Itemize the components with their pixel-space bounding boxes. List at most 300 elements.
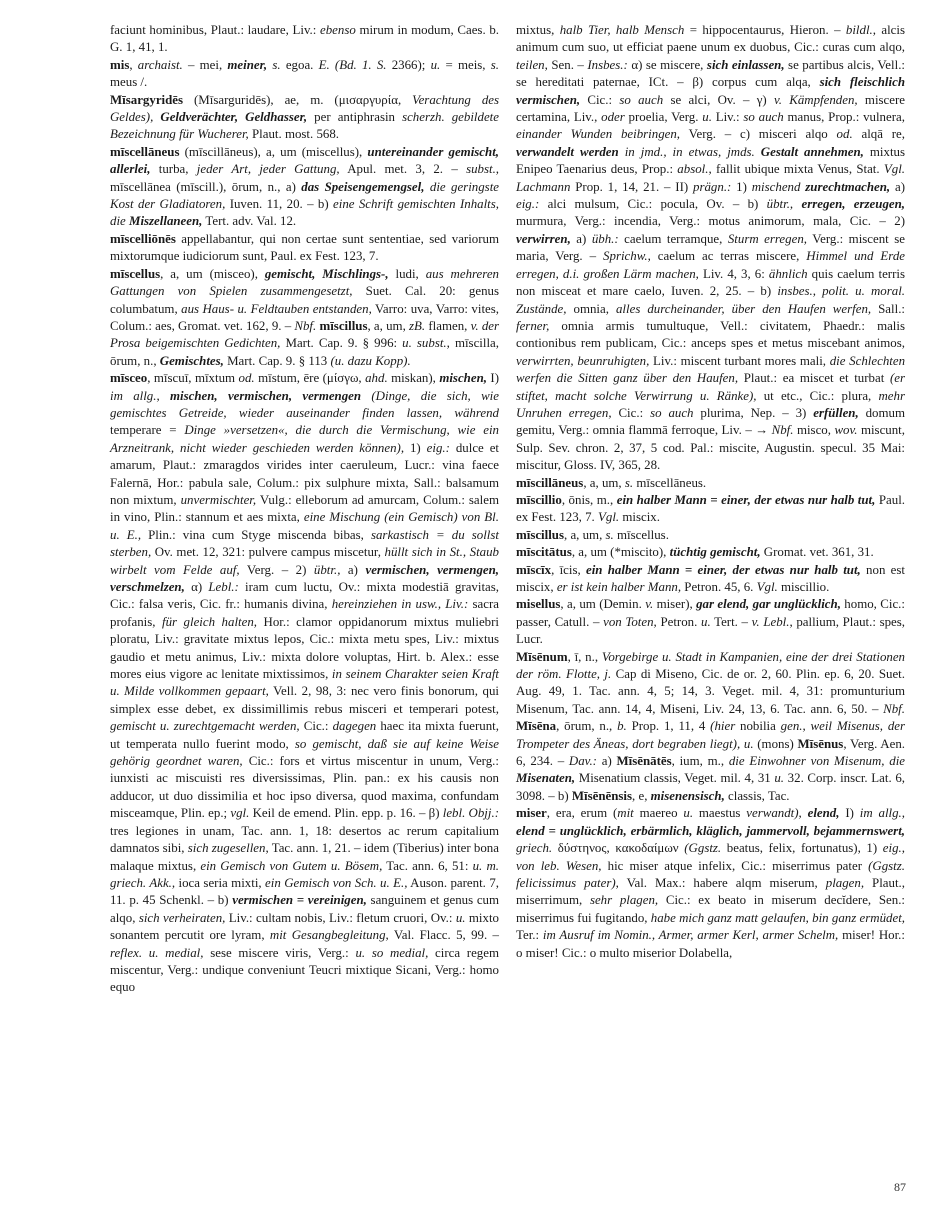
entry-text: unvermischter, <box>180 492 257 507</box>
entry-text: Cic.: <box>299 719 333 734</box>
entry-text: mīstum, ēre (μίσγω, <box>254 371 366 386</box>
entry-text <box>160 389 170 403</box>
dictionary-entry <box>110 231 499 266</box>
entry-headword: mīscīx <box>516 562 552 577</box>
entry-text: oder <box>601 110 625 125</box>
entry-text: Gemischtes, <box>159 353 224 368</box>
entry-text: gemischt, Mischlings-, <box>264 266 389 281</box>
entry-text: so gemischt, daß sie auf keine Weise gehörig geordnet waren, <box>110 736 499 769</box>
entry-text: reflex. u. medial, <box>110 945 204 960</box>
entry-text: (Ggstz. <box>684 841 722 856</box>
entry-text: a) <box>890 179 905 194</box>
entry-text: Tac. ann. 6, 51: <box>382 858 473 873</box>
entry-text: ferner, <box>516 318 550 333</box>
entry-text: mischend <box>751 179 801 194</box>
entry-text: Cic.: <box>611 405 651 420</box>
entry-text: Auson. parent. 7, 11. p. 45 Schenkl. – b) <box>110 875 499 908</box>
entry-text: murmura, Verg.: incendia, Verg.: motus animorum, mala, Cic. – 2) <box>516 214 905 229</box>
entry-text: absol., <box>677 162 712 177</box>
entry-text: , era, erum ( <box>546 806 618 821</box>
entry-headword: Mīsēna <box>516 719 557 734</box>
dictionary-entry <box>516 805 905 962</box>
entry-text: (mons) <box>753 736 798 751</box>
entry-headword: Mīsēnus <box>797 736 844 751</box>
entry-headword: mīscillio <box>516 492 562 507</box>
entry-text: halb Tier, halb Mensch <box>559 23 685 37</box>
entry-text: , ōnis, m., <box>561 492 617 507</box>
entry-text: Vgl. <box>756 580 778 594</box>
entry-text: = hippocentaurus, Hieron. – <box>684 23 846 37</box>
entry-text: Petron. <box>656 614 701 629</box>
entry-text: I) <box>839 806 860 821</box>
dictionary-entry <box>516 544 905 561</box>
entry-headword: mīscillus <box>319 318 368 333</box>
entry-text: maereo <box>633 806 684 821</box>
entry-text: verwandelt werden <box>516 144 619 159</box>
entry-text: dagegen <box>332 719 377 734</box>
entry-text: Miszellaneen, <box>128 214 203 229</box>
entry-text: , mīscuī, mīxtum <box>147 371 239 386</box>
entry-text: sehr plagen, <box>589 893 659 908</box>
entry-text: (mīscillāneus), a, um (miscellus), <box>179 144 368 159</box>
entry-text: Varro: uva, Varro: vites, Colum.: aes, Gromat. vet. 162, 9. – <box>110 301 499 333</box>
entry-text: – mei, <box>182 57 228 72</box>
entry-text: vgl. <box>230 806 250 821</box>
entry-text: v. Lebl., <box>751 614 793 629</box>
entry-text: flamen, <box>425 318 471 333</box>
entry-text: Liv.: cultam nobis, Liv.: fletum cruori, Ov.: <box>225 910 456 925</box>
entry-text: in jmd., in etwas, jmds. <box>624 144 755 159</box>
entry-text: jeder Art, jeder Gattung, <box>196 162 340 177</box>
entry-text: die Einwohner von Misenum, die <box>728 754 905 769</box>
entry-text: Liv. 4, 3, 6: <box>698 266 769 281</box>
entry-text: Hor.: clamor oppidanorum mixtus muliebri ploratu, Liv.: gravitate mixtus lepos, Cic.: mixta metu spes, Liv.: mixtus gaudio et metu animus, Liv.: mixta dolore voluptas, Hirt. b. Alex.: esse mores eius vigore ac lenitate mixtissimos, <box>110 614 499 682</box>
entry-text: zB. <box>409 318 426 333</box>
dictionary-entry <box>516 475 905 492</box>
entry-text: turba, <box>150 162 197 177</box>
entry-text: die Schlechten werfen die Sitten ganz über den Haufen, <box>516 353 906 386</box>
entry-text: Gestalt annehmen, <box>760 144 864 159</box>
entry-text: , e, <box>632 788 651 803</box>
entry-text: ioca seria mixti, <box>175 875 266 890</box>
entry-text: lebl. Objj.: <box>442 806 499 821</box>
dictionary-entry <box>516 596 905 648</box>
entry-text: Petron. 45, 6. <box>681 580 757 594</box>
entry-text: alcis animum cum suo, ut efficiat paene unum ex duobus, Cic.: curas cum alqo, <box>516 23 905 55</box>
entry-text: Nbf. <box>294 318 317 333</box>
entry-text: das Speisengemengsel, <box>301 179 425 194</box>
dictionary-entry <box>110 22 499 57</box>
entry-text: , a, um, <box>564 527 606 542</box>
entry-text: u. subst., <box>402 336 450 351</box>
entry-text: Sprichw., <box>603 249 651 264</box>
entry-text: alqā re, <box>852 127 905 142</box>
entry-text: proelia, Verg. <box>624 110 703 125</box>
entry-text: (Ggstz. felicissimus pater), <box>516 858 905 890</box>
entry-text: tüchtig gemischt, <box>669 545 761 560</box>
entry-text: ein halber Mann = einer, der etwas nur halb tut, <box>616 492 876 507</box>
entry-text: , Verg. Aen. 6, 234. – <box>516 736 905 769</box>
entry-headword: mīscillāneus <box>516 475 584 490</box>
entry-text: mixto sonantem percutit ore lyram, <box>110 910 499 943</box>
entry-text: v. <box>645 597 654 612</box>
entry-text: pallium, Plaut.: spes, Lucr. <box>516 614 906 647</box>
entry-text: Sen. – <box>547 57 588 72</box>
entry-text: in seinem Charakter seien Kraft u. Milde vollkommen gepaart, <box>110 667 499 699</box>
entry-text: Ov. met. 12, 321: pulvere campus miscetur, <box>151 545 385 560</box>
dictionary-entry <box>110 144 499 231</box>
entry-text: hereinziehen in usw., Liv.: <box>331 597 469 612</box>
entry-text: Vell. 2, 98, 3: nec vero finis bonorum, qui simplex esse debet, ex dissimillimis rebus misceri et temperari potest, <box>110 684 499 716</box>
entry-text: im allg., <box>859 806 905 821</box>
entry-text: Tert. adv. Val. 12. <box>202 214 297 229</box>
entry-headword: Mīsēnēnsis <box>571 788 633 803</box>
dictionary-entry <box>110 370 499 997</box>
entry-text: eine Mischung (ein Gemisch) von Bl. u. E., <box>110 510 499 542</box>
entry-text: Vgl. <box>598 510 620 525</box>
entry-text: von Toten, <box>603 614 657 629</box>
entry-text: circa regem miscentur, Verg.: undique conveniunt Teucri mixtique Sicani, Verg.: homo equo <box>110 945 499 995</box>
entry-text: I) <box>486 371 500 386</box>
entry-text: hüllt sich in St., Staub wirbelt vom Felde auf, <box>110 545 499 577</box>
entry-headword: mis <box>110 57 130 72</box>
entry-text: sarkastisch = du sollst sterben, <box>110 527 499 560</box>
entry-text: se partibus alcis, Vell.: se hereditati paternae, ICt. – β) corpus cum alqa, <box>516 57 905 90</box>
entry-text: Val. Max.: habere alqm miserum, <box>618 875 826 890</box>
entry-text: insbes., polit. u. moral. Zustände, <box>516 284 906 316</box>
entry-text: Cic.: fors et virtus miscentur in unum, Verg.: iunxisti ac miscuisti res diversissimas, Plin. pan.: ex his causis non adducor, ut duo dissimilia et hoc ipso diversa, quod maxima, confundam misceamque, Plin. ep.; <box>110 754 499 821</box>
entry-text: , ī, n., <box>567 649 602 664</box>
entry-headword: miser <box>516 806 547 821</box>
entry-text: einander Wunden beibringen, <box>516 127 681 142</box>
entry-text: er ist kein halber Mann, <box>556 580 682 594</box>
entry-text: übtr., <box>766 197 794 212</box>
entry-text: Sall.: <box>871 301 905 316</box>
entry-text: elend, <box>807 806 840 821</box>
entry-text: ahd. <box>365 371 388 386</box>
entry-text: tres legiones in unam, Tac. ann. 1, 18: desertos ac rerum capitalium damnatos sibi, <box>110 823 499 856</box>
dictionary-entry <box>110 266 499 370</box>
entry-text: Verg. – c) misceri alqo <box>680 127 837 142</box>
entry-text: Gromat. vet. 361, 31. <box>760 545 874 560</box>
entry-text: Dinge »versetzen«, die durch die Vermischung, wie ein Arzneitrank, nicht wieder geschieden werden können), <box>110 423 499 455</box>
entry-text: mit <box>617 806 634 821</box>
entry-text: ein Gemisch von Sch. u. E., <box>265 875 408 890</box>
entry-text: vermischen, vermengen, verschmelzen, <box>110 562 500 594</box>
entry-text: , a, um (*miscito), <box>571 545 670 560</box>
entry-text: b. <box>617 719 627 734</box>
entry-text: verwirrten, beunruhigten, <box>516 353 650 368</box>
entry-text: Keil de emend. Plin. epp. p. 16. – β) <box>249 806 443 821</box>
entry-text: im Ausruf im Nomin., Armer, armer Kerl, armer Schelm, <box>542 928 839 943</box>
entry-text: beatus, felix, fortunatus), 1) <box>721 841 883 856</box>
entry-text: Suet. Cal. 20: genus columbatum, <box>110 284 499 316</box>
entry-text: dulce et amarum, Plaut.: zmaragdos virides inter caeruleum, Lucr.: vina faece Falernā, Hor.: pabula sale, Colum.: pix sulphure mixta, Sall.: balsamum non mixtum, <box>110 440 499 507</box>
entry-text: sese miscere viris, Verg.: <box>203 945 356 960</box>
entry-text: (u. dazu Kopp). <box>330 353 411 368</box>
entry-text: misco, <box>793 423 835 438</box>
entry-text: s. <box>605 527 614 542</box>
dictionary-entry <box>110 57 499 92</box>
entry-text: mehr Unruhen erregen, <box>516 388 905 420</box>
entry-text: sich einlassen, <box>706 57 785 72</box>
entry-text: u. <box>430 57 441 72</box>
entry-headword: mīscitātus <box>516 545 572 560</box>
entry-text: wov. <box>834 423 858 438</box>
entry-text: so auch <box>619 92 664 107</box>
entry-text: 1) <box>404 440 427 455</box>
entry-text: prägn.: <box>693 179 732 194</box>
page-number: 87 <box>894 1180 906 1194</box>
entry-text: miscunt, Sulp. Sev. chron. 2, 37, 5 cod. Pal.: miscite, Augustin. specul. 35 Mai: miscitur, Gloss. IV, 365, 28. <box>516 423 905 473</box>
entry-text: u. <box>683 806 694 821</box>
entry-text: plagen, <box>825 875 865 890</box>
entry-text: Verg.: miscent se maria, Verg. – <box>516 231 906 264</box>
entry-headword: Mīsargyridēs <box>110 92 184 107</box>
entry-text: Iuven. 11, 20. – b) <box>225 197 334 212</box>
entry-text: miser! Hor.: o miser! Cic.: o multo miserior Dolabella, <box>516 928 905 960</box>
entry-text: Prop. 1, 11, 4 <box>626 719 711 734</box>
entry-text: erfüllen, <box>813 405 859 420</box>
entry-text: teilen, <box>516 57 548 72</box>
entry-text: zurechtmachen, <box>805 179 891 194</box>
entry-text: temperare = <box>110 423 185 438</box>
entry-text: classis, Tac. <box>724 788 790 803</box>
entry-text: (Mīsarguridēs), ae, m. (μισαργυρία, <box>183 92 413 107</box>
entry-text: mischen, <box>439 371 487 386</box>
entry-text: , a, um (misceo), <box>160 266 265 281</box>
entry-text: E. (Bd. 1. S. <box>318 57 387 72</box>
entry-text: v. der Prosa beigemischten Gedichten, <box>110 318 500 351</box>
entry-headword: mīscillus <box>516 527 564 542</box>
entry-text: Tac. ann. 1, 21. – idem (Tiberius) inter bona malaque mixtus, <box>110 841 499 873</box>
entry-text: meus /. <box>110 75 148 90</box>
entry-text: caelum ac terras miscere, <box>650 249 807 264</box>
entry-text: aus Haus- u. Feldtauben entstanden, <box>181 301 372 316</box>
entry-text: od. <box>836 127 853 142</box>
entry-text: a) <box>596 754 617 769</box>
entry-text: u. <box>702 110 712 125</box>
entry-text: , īcis, <box>551 562 586 577</box>
entry-headword: mīsceo <box>110 371 148 386</box>
entry-text: erregen, erzeugen, <box>801 197 906 212</box>
entry-text: alci mulsum, Cic.: pocula, Ov. – b) <box>539 197 767 212</box>
entry-text: scherzh. gebildete Bezeichnung für Wucherer, <box>110 110 499 142</box>
entry-text: Plaut. most. 568. <box>248 127 340 142</box>
left-column <box>110 22 499 997</box>
entry-text: , a, um, <box>583 475 625 490</box>
entry-text: bildl., <box>845 23 876 37</box>
entry-text <box>361 389 371 403</box>
entry-text: Liv.: <box>711 110 744 125</box>
entry-text: homo, Cic.: passer, Catull. – <box>516 597 905 629</box>
entry-text: caelum terramque, <box>618 231 728 246</box>
entry-text: sich zugesellen, <box>187 841 269 856</box>
entry-text: Lebl.: <box>208 580 239 594</box>
entry-text: Nbf. <box>771 423 794 438</box>
entry-text: maestus <box>693 806 747 821</box>
entry-text: fallit ubique mixta Venus, Stat. <box>711 162 884 177</box>
entry-text: Cic.: ex beato in miserum decĭdere, Sen.: miserrimus fui fugitando, <box>516 893 905 925</box>
entry-text: gar elend, gar unglücklich, <box>696 597 841 612</box>
dictionary-entry <box>516 527 905 544</box>
entry-text: so auch <box>650 405 694 420</box>
entry-text: Val. Flacc. 5, 99. – <box>388 928 500 943</box>
entry-text: vermischen = vereinigen, <box>232 893 367 908</box>
entry-text: a) <box>570 231 592 246</box>
dictionary-entry <box>516 22 905 475</box>
entry-text: Vgl. Lachmann <box>516 162 905 194</box>
entry-text: , ōrum, n., <box>556 719 618 734</box>
right-column <box>516 22 905 962</box>
entry-text: 1) <box>731 179 752 194</box>
entry-text: griech. <box>516 841 553 856</box>
entry-text: archaist. <box>137 57 183 72</box>
entry-text: Ter.: <box>516 928 543 943</box>
entry-text: egoa. <box>280 57 319 72</box>
entry-text: ein halber Mann = einer, der etwas nur halb tut, <box>586 562 861 577</box>
entry-text: miscix. <box>619 510 660 525</box>
entry-text: miscillio. <box>777 580 830 594</box>
entry-text: , <box>129 57 138 72</box>
entry-text: iram cum luctu, Ov.: mixta modestiā gravitas, Cic.: falsa veris, Cic. fr.: humanis divina, <box>110 580 499 612</box>
entry-text: non est miscix, <box>516 562 905 594</box>
entry-text: ludi, <box>388 266 426 281</box>
entry-headword: misellus <box>516 597 561 612</box>
entry-text: , a, um (Demin. <box>560 597 646 612</box>
entry-text: Geldverächter, Geldhasser, <box>160 110 308 125</box>
entry-text: miser), <box>653 597 697 612</box>
entry-text: ähnlich <box>768 266 808 281</box>
entry-headword: Mīsēnātēs <box>616 754 672 769</box>
entry-text: untereinander gemischt, allerlei, <box>110 144 499 177</box>
entry-text: so auch <box>743 110 784 125</box>
entry-text: ut etc., Cic.: plura, <box>756 388 879 403</box>
entry-text: mixtus Enipeo Taenarius deus, Prop.: <box>516 144 905 177</box>
entry-text: sacra profanis, <box>110 597 499 629</box>
entry-text: domum gemitu, Verg.: omnia flammā ferroque, Liv. – → <box>516 405 905 438</box>
entry-text: mīscellus. <box>613 527 669 542</box>
entry-text: eig.: <box>516 197 540 212</box>
entry-text: die geringste Kost der Gladiatoren, <box>110 179 499 212</box>
dictionary-entry <box>516 649 905 806</box>
entry-headword: mīscelliōnēs <box>110 231 176 246</box>
entry-text: meiner, <box>227 57 268 72</box>
entry-text: haec ita mixta fuerunt, ut temperata nullo fuerint modo, <box>110 719 499 751</box>
entry-text: miscere certamina, Liv., <box>516 92 906 125</box>
entry-text: ebenso <box>320 23 356 37</box>
entry-text: miskan), <box>387 371 440 386</box>
entry-text: sich fleischlich vermischen, <box>516 75 905 107</box>
entry-text: elend = unglücklich, erbärmlich, kläglich, jammervoll, bejammernswert, <box>516 823 905 838</box>
entry-text: Verachtung des Geldes), <box>110 92 499 125</box>
entry-text: δύστηνος, κακοδαίμων <box>552 841 685 856</box>
entry-headword: mīscellus <box>110 266 161 281</box>
entry-text: Mart. Cap. 9. § 113 <box>223 353 331 368</box>
entry-text: Plin.: vina cum Styge miscenda bibas, <box>141 527 371 542</box>
entry-text: s. <box>272 57 281 72</box>
entry-text: Liv.: miscent turbant mores mali, <box>649 353 830 368</box>
entry-headword: Mīsēnum <box>516 649 568 664</box>
entry-text: (er stiftet, macht solche Verwirrung u. Ränke), <box>516 371 905 403</box>
entry-text: Vorgebirge u. Stadt in Kampanien, eine der drei Stationen der röm. Flotte, j. <box>516 649 906 682</box>
entry-text: alles durcheinander, über den Haufen werfen, <box>615 301 872 316</box>
entry-text: Himmel und Erde erregen, d.i. großen Lärm machen, <box>516 249 905 281</box>
entry-text: appellabantur, qui non certae sunt sententiae, sed variorum mixtorumque iudiciorum sunt, Paul. ex Fest. 123, 7. <box>110 231 499 264</box>
entry-text: α) se miscere, <box>627 57 707 72</box>
entry-text: a) <box>340 562 366 577</box>
entry-text: od. <box>238 371 255 386</box>
entry-text: u. m. griech. Akk., <box>110 858 499 890</box>
entry-text: Cap di Miseno, Cic. de or. 2, 60. Plin. ep. 6, 20. Suet. Aug. 49, 1. Tac. ann. 4, 5; 14, 3. Veget. mil. 4, 31: promunturium Misenum, Tac. ann. 14, 4, Miseni, Liv. 24, 13, 6. Tac. ann. 6, 50. – <box>516 667 905 716</box>
entry-text: für gleich halten, <box>161 614 257 629</box>
entry-text: , a, um, <box>367 318 410 333</box>
entry-text: mīscellāneus. <box>633 475 707 490</box>
dictionary-entry <box>516 562 905 597</box>
entry-text: eig., von leb. Wesen, <box>516 841 905 873</box>
entry-text: faciunt hominibus, Plaut.: laudare, Liv.: <box>110 23 320 37</box>
entry-text: Misenatium classis, Veget. mil. 4, 31 <box>575 771 775 786</box>
entry-text: gemischt u. zurechtgemacht werden, <box>110 719 300 734</box>
entry-text: sanguinem et genus cum alqo, <box>110 893 500 925</box>
entry-text: verwirren, <box>516 231 571 246</box>
entry-text: (hier <box>710 719 736 734</box>
entry-text: nobilia <box>735 719 781 734</box>
dictionary-entry <box>110 92 499 144</box>
entry-text: gen., weil Misenus, der Trompeter des Äneas, dort begraben liegt), u. <box>516 719 906 751</box>
entry-text: mixtus, <box>516 23 560 37</box>
entry-text: 32. Corp. inscr. Lat. 6, 3098. – b) <box>516 771 905 803</box>
entry-text: , ium, m., <box>671 754 729 769</box>
entry-text: Plaut., miserrimum, <box>516 875 905 908</box>
entry-text: Dav.: <box>568 754 597 769</box>
entry-text: Apul. met. 3, 2. – <box>339 162 467 177</box>
entry-text: u. <box>774 771 785 786</box>
entry-text: omnia armis tumultuque, Vell.: civitatem, Phaedr.: malis contionibus rem publicam, Cic.: anceps spes et metus miscebant animos, <box>516 318 905 351</box>
entry-text: Prop. 1, 14, 21. – II) <box>570 179 694 194</box>
entry-text: u. <box>455 910 466 925</box>
entry-text: Tert. – <box>710 614 752 629</box>
entry-text: ein Gemisch von Gutem u. Bösem, <box>200 858 383 873</box>
entry-text: u. so medial, <box>355 945 429 960</box>
entry-text: hic miser atque infelix, Cic.: miserrimus pater <box>601 858 869 873</box>
entry-text: Insbes.: <box>587 57 628 72</box>
entry-text: 2366); <box>386 57 431 72</box>
entry-text: eine Schrift gemischten Inhalts, die <box>110 197 499 229</box>
entry-text: Cic.: <box>580 92 620 107</box>
entry-text: Nbf. <box>883 701 905 716</box>
entry-text: mīscilla, ōrum, n., <box>110 336 499 368</box>
entry-text: mīscellānea (mīscill.), ōrum, n., a) <box>110 179 302 194</box>
entry-text: α) <box>184 580 209 594</box>
entry-text: se alci, Ov. – γ) <box>663 92 774 107</box>
entry-text: mirum in modum, Caes. b. G. 1, 41, 1. <box>110 23 499 55</box>
entry-text: v. Kämpfenden, <box>773 92 858 107</box>
entry-text: verwandt), <box>746 806 802 821</box>
entry-text: mit Gesangbegleitung, <box>269 928 389 943</box>
entry-text: Verg. – 2) <box>239 562 314 577</box>
entry-text: übh.: <box>591 231 619 246</box>
entry-text: misenensisch, <box>650 788 725 803</box>
entry-text: im allg., <box>110 388 160 403</box>
entry-text: subst., <box>466 162 500 177</box>
dictionary-entry <box>516 492 905 527</box>
entry-text: habe mich ganz matt gelaufen, bin ganz ermüdet, <box>650 910 905 925</box>
entry-text: mischen, vermischen, vermengen <box>170 388 362 403</box>
entry-text: omnia, <box>566 301 616 316</box>
entry-text: aus mehreren Gattungen von Spielen zusammengesetzt, <box>110 266 499 299</box>
entry-text: Mart. Cap. 9. § 996: <box>280 336 403 351</box>
